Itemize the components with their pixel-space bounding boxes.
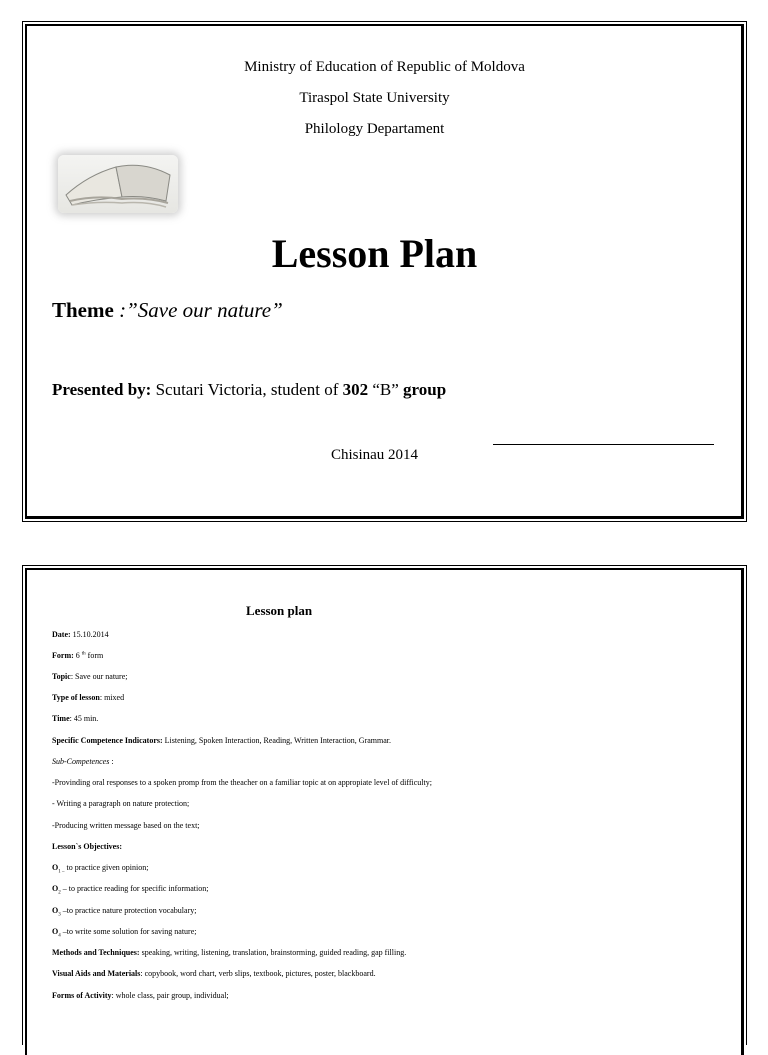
form-line xyxy=(52,651,103,660)
time-value: : 45 min. xyxy=(69,714,99,723)
objective-item xyxy=(52,927,197,939)
objective-text: –to practice nature protection vocabulary; xyxy=(60,906,197,915)
date-line xyxy=(52,630,109,639)
form-superscript: th xyxy=(81,651,86,657)
visual-aids-value: : copybook, word chart, verb slips, textbook, pictures, poster, blackboard. xyxy=(140,969,376,978)
objective-index: 4 xyxy=(58,933,61,939)
forms-line xyxy=(52,991,229,1000)
objectives-label: Lesson`s Objectives: xyxy=(52,842,122,851)
objective-text: –to write some solution for saving nature; xyxy=(60,927,197,936)
methods-label: Methods and Techniques: xyxy=(52,948,140,957)
topic-value: : Save our nature; xyxy=(70,672,128,681)
objective-index: 2 xyxy=(58,890,61,896)
objective-text: – to practice reading for specific information; xyxy=(60,884,209,893)
subcompetence-item-3: -Producing written message based on the text; xyxy=(52,821,200,830)
objective-marker: O xyxy=(52,927,59,936)
subcompetences-label: Sub-Competences xyxy=(52,757,110,766)
signature-line xyxy=(493,444,714,445)
presented-name: Scutari Victoria, student of xyxy=(151,380,343,399)
forms-value: : whole class, pair group, individual; xyxy=(111,991,229,1000)
subcompetences-colon: : xyxy=(109,757,114,766)
group-word: group xyxy=(398,380,447,399)
subcompetence-item-1: -Provinding oral responses to a spoken promp from the theacher on a familiar topic at on appropiate level of difficulty; xyxy=(52,778,432,787)
place-year: Chisinau 2014 xyxy=(330,447,419,463)
objective-index: 1 – xyxy=(58,869,65,875)
objective-item xyxy=(52,884,208,896)
visual-aids-line xyxy=(52,969,376,978)
type-line xyxy=(52,693,124,702)
type-label: Type of lesson xyxy=(52,693,100,702)
theme-label: Theme xyxy=(52,298,114,322)
objective-item xyxy=(52,863,148,875)
topic-line xyxy=(52,672,127,681)
methods-line xyxy=(52,948,406,957)
competence-label: Specific Competence Indicators: xyxy=(52,736,163,745)
theme-value: :”Save our nature” xyxy=(113,298,283,322)
presented-by-line xyxy=(52,380,446,400)
theme-line xyxy=(52,298,283,323)
form-rest: form xyxy=(85,651,104,660)
date-label: Date: xyxy=(52,630,71,639)
date-value: 15.10.2014 xyxy=(70,630,109,639)
cover-title: Lesson Plan xyxy=(271,231,478,276)
time-line xyxy=(52,714,98,723)
open-book-image xyxy=(58,155,178,213)
form-number: 6 xyxy=(73,651,82,660)
objective-text: to practice given opinion; xyxy=(64,863,149,872)
type-value: : mixed xyxy=(99,693,125,702)
topic-label: Topic xyxy=(52,672,71,681)
subcompetence-item-2: - Writing a paragraph on nature protection; xyxy=(52,799,190,808)
department-line: Philology Departament xyxy=(304,121,445,137)
objective-marker: O xyxy=(52,884,59,893)
plan-title: Lesson plan xyxy=(246,603,313,618)
forms-label: Forms of Activity xyxy=(52,991,112,1000)
group-letter: “B” xyxy=(368,380,399,399)
ministry-line: Ministry of Education of Republic of Moldova xyxy=(244,59,525,75)
competence-value: Listening, Spoken Interaction, Reading, Written Interaction, Grammar. xyxy=(162,736,392,745)
time-label: Time xyxy=(52,714,70,723)
group-number: 302 xyxy=(342,380,369,399)
university-line: Tiraspol State University xyxy=(299,90,450,106)
cover-page xyxy=(22,21,747,522)
open-book-icon xyxy=(58,155,178,213)
presented-label: Presented by: xyxy=(52,380,152,399)
subcompetences-heading xyxy=(52,757,114,766)
visual-aids-label: Visual Aids and Materials xyxy=(52,969,141,978)
lesson-plan-page xyxy=(22,565,747,1045)
competence-line xyxy=(52,736,391,745)
methods-value: speaking, writing, listening, translation, brainstorming, guided reading, gap filling. xyxy=(139,948,407,957)
objective-marker: O xyxy=(52,906,59,915)
objectives-heading xyxy=(52,842,122,851)
objective-marker: O xyxy=(52,863,59,872)
objective-index: 3 xyxy=(58,912,61,918)
objective-item xyxy=(52,906,196,918)
form-label: Form: xyxy=(52,651,74,660)
